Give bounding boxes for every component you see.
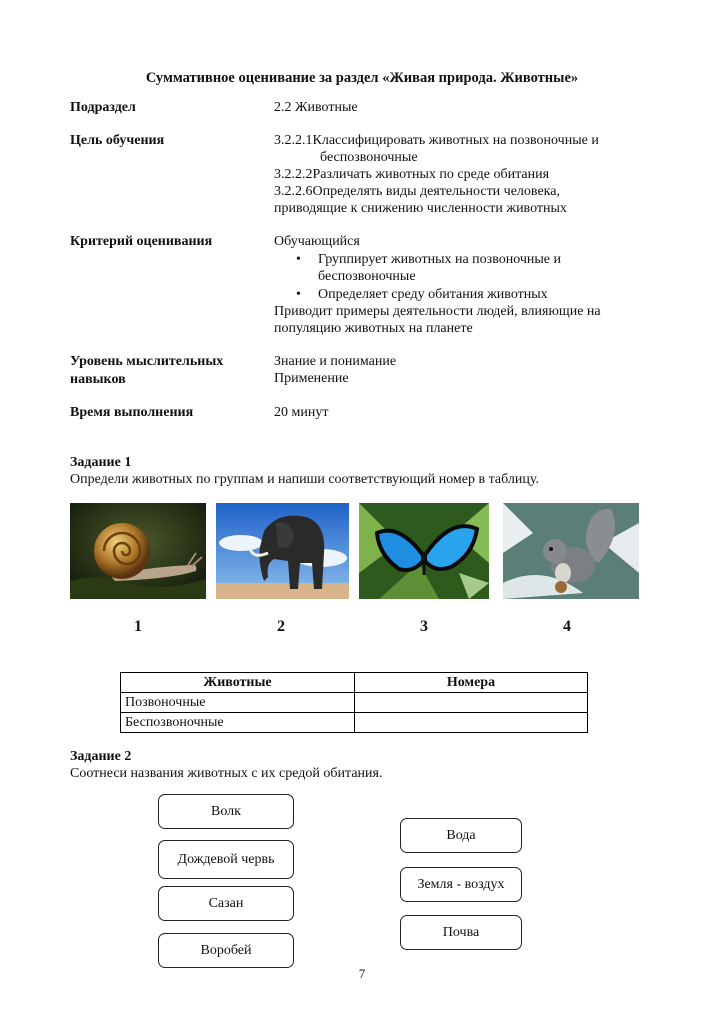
animal-box-earthworm[interactable]: Дождевой червь [158, 840, 294, 879]
level-label: Уровень мыслительных [70, 354, 224, 369]
goal-label: Цель обучения [70, 133, 165, 148]
goal-3: 3.2.2.6Определять виды деятельности человека, [274, 184, 560, 199]
subsection-label: Подраздел [70, 100, 136, 115]
criteria-3: Приводит примеры деятельности людей, влияющие на [274, 304, 601, 319]
photo-number-3: 3 [420, 618, 428, 635]
criteria-bullet-1 [296, 251, 561, 268]
photo-number-4: 4 [563, 618, 571, 635]
animal-box-sparrow[interactable]: Воробей [158, 933, 294, 968]
goal-3-cont: приводящие к снижению численности животных [274, 201, 567, 216]
criteria-bullet-1-cont: беспозвоночные [318, 269, 416, 284]
table-cell-answer[interactable] [355, 693, 588, 713]
goal-1-code: 3.2.2.1 [274, 133, 313, 148]
habitat-box-land-air[interactable]: Земля - воздух [400, 867, 522, 902]
squirrel-photo [503, 503, 639, 599]
criteria-bullet-2 [296, 286, 548, 303]
criteria-3-cont: популяцию животных на планете [274, 321, 473, 336]
table-cell-vertebrates: Позвоночные [121, 693, 355, 713]
criteria-label: Критерий оценивания [70, 234, 213, 249]
table-header-row [121, 673, 588, 693]
criteria-bullet-2-text: Определяет среду обитания животных [318, 287, 548, 302]
bullet-icon: • [296, 287, 301, 302]
table-cell-invertebrates: Беспозвоночные [121, 713, 355, 733]
butterfly-photo [359, 503, 489, 599]
task1-heading: Задание 1 [70, 455, 132, 470]
bullet-icon: • [296, 252, 301, 267]
table-header-animals: Животные [121, 673, 355, 693]
level-value-1: Знание и понимание [274, 354, 397, 369]
elephant-photo [216, 503, 349, 599]
page-title: Суммативное оценивание за раздел «Живая природа. Животные» [145, 70, 579, 86]
table-row [121, 693, 588, 713]
task2-heading: Задание 2 [70, 749, 132, 764]
time-label: Время выполнения [70, 405, 194, 420]
animal-box-carp[interactable]: Сазан [158, 886, 294, 921]
goal-1-text: Классифицировать животных на позвоночные и [312, 133, 599, 148]
goal-2: 3.2.2.2Различать животных по среде обитания [274, 167, 550, 182]
photo-number-1: 1 [134, 618, 142, 635]
snail-photo [70, 503, 206, 599]
criteria-bullet-1-text: Группирует животных на позвоночные и [318, 252, 561, 267]
subsection-value: 2.2 Животные [274, 100, 358, 115]
task2-instruction: Соотнеси названия животных с их средой обитания. [70, 766, 383, 781]
goal-1-cont: беспозвоночные [320, 150, 418, 165]
photo-number-2: 2 [277, 618, 285, 635]
table-cell-answer[interactable] [355, 713, 588, 733]
table-header-numbers: Номера [355, 673, 588, 693]
criteria-intro: Обучающийся [274, 234, 360, 249]
animal-box-wolf[interactable]: Волк [158, 794, 294, 829]
page-number: 7 [358, 966, 366, 981]
level-value-2: Применение [274, 371, 349, 386]
level-label-cont: навыков [70, 372, 126, 387]
habitat-box-soil[interactable]: Почва [400, 915, 522, 950]
table-row [121, 713, 588, 733]
task1-instruction: Определи животных по группам и напиши соответствующий номер в таблицу. [70, 472, 539, 487]
classification-table [120, 672, 588, 733]
time-value: 20 минут [274, 405, 329, 420]
goal-1 [274, 132, 642, 149]
habitat-box-water[interactable]: Вода [400, 818, 522, 853]
